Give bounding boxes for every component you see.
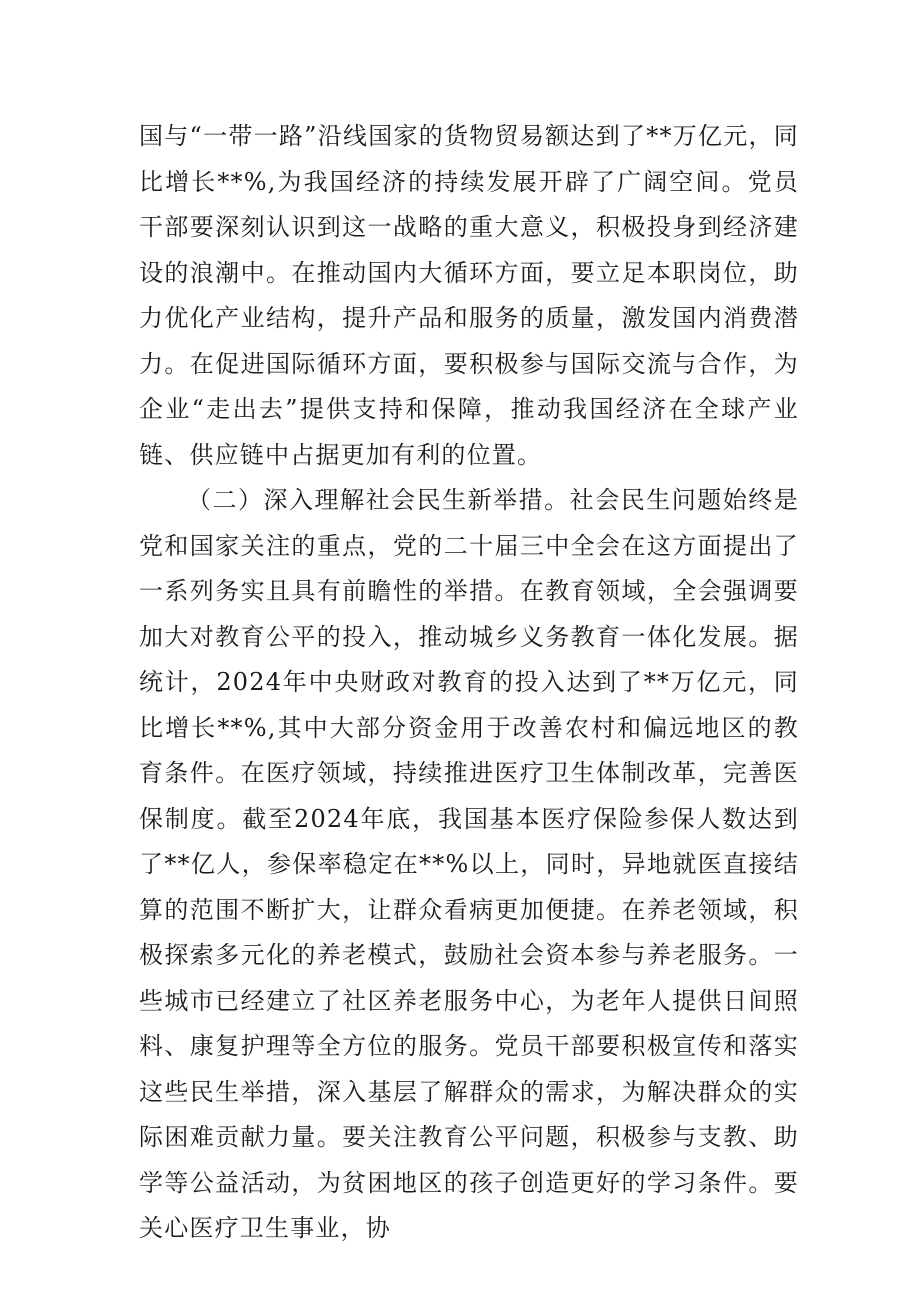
document-body xyxy=(139,114,799,1252)
paragraph-continuation: 国与“一带一路”沿线国家的货物贸易额达到了**万亿元，同比增长**%,为我国经济的持续发展开辟了广阔空间。党员干部要深刻认识到这一战略的重大意义，积极投身到经济建设的浪潮中。在推动国内大循环方面，要立足本职岗位，助力优化产业结构，提升产品和服务的质量，激发国内消费潜力。在促进国际循环方面，要积极参与国际交流与合作，为企业“走出去”提供支持和保障，推动我国经济在全球产业链、供应链中占据更加有利的位置。 xyxy=(139,122,799,469)
paragraph-section-two: （二）深入理解社会民生新举措。社会民生问题始终是党和国家关注的重点，党的二十届三中全会在这方面提出了一系列务实且具有前瞻性的举措。在教育领域，全会强调要加大对教育公平的投入，推动城乡义务教育一体化发展。据统计，2024年中央财政对教育的投入达到了**万亿元，同比增长**%,其中大部分资金用于改善农村和偏远地区的教育条件。在医疗领域，持续推进医疗卫生体制改革，完善医保制度。截至2024年底，我国基本医疗保险参保人数达到了**亿人，参保率稳定在**%以上，同时，异地就医直接结算的范围不断扩大，让群众看病更加便捷。在养老领域，积极探索多元化的养老模式，鼓励社会资本参与养老服务。一些城市已经建立了社区养老服务中心，为老年人提供日间照料、康复护理等全方位的服务。党员干部要积极宣传和落实这些民生举措，深入基层了解群众的需求，为解决群众的实际困难贡献力量。要关注教育公平问题，积极参与支教、助学等公益活动，为贫困地区的孩子创造更好的学习条件。要关心医疗卫生事业，协 xyxy=(139,486,799,1242)
